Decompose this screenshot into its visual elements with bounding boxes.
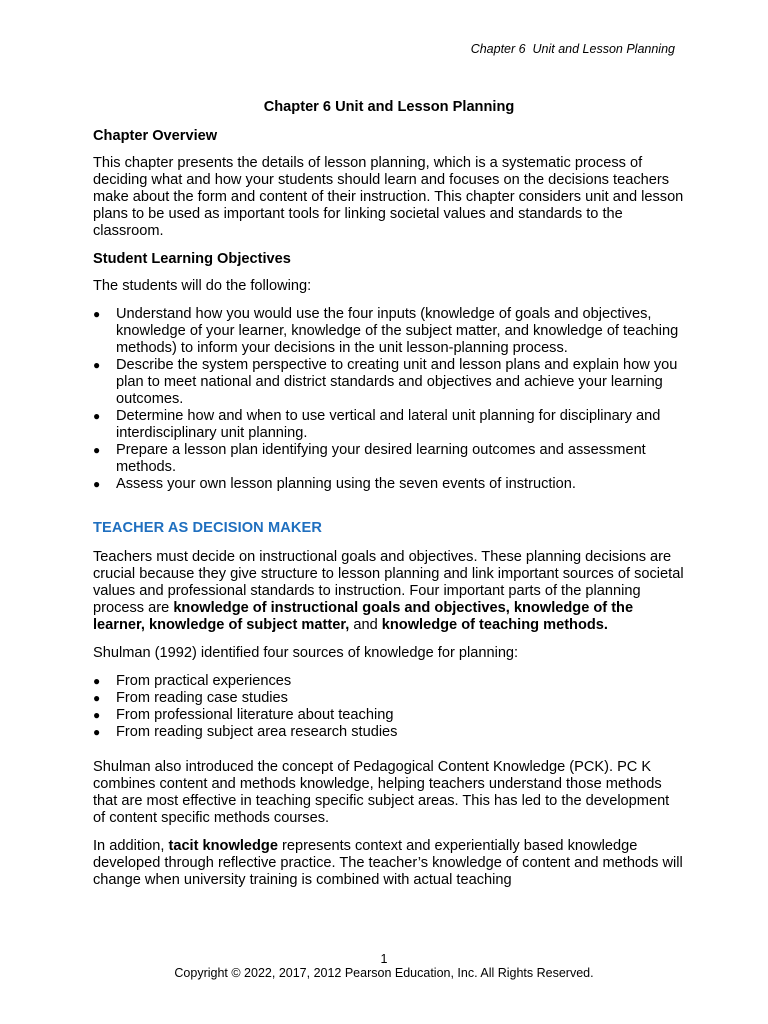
bold-text: knowledge of instructional goals and objectives, knowledge of the learner, knowledge of subject matter, — [93, 600, 634, 633]
list-item — [93, 357, 685, 408]
list-item-text: From reading case studies — [116, 690, 288, 706]
bullet-icon: ● — [93, 477, 101, 491]
bullet-icon: ● — [93, 443, 101, 457]
objectives-heading: Student Learning Objectives — [93, 251, 291, 267]
list-item — [93, 673, 685, 690]
list-item — [93, 476, 685, 493]
teacher-paragraph-2: Shulman (1992) identified four sources of knowledge for planning: — [93, 645, 519, 661]
teacher-decision-heading: TEACHER AS DECISION MAKER — [93, 520, 322, 536]
bold-text: tacit knowledge — [168, 838, 278, 854]
chapter-title: Chapter 6 Unit and Lesson Planning — [263, 99, 515, 115]
list-item — [93, 442, 685, 476]
page-content — [93, 99, 685, 900]
bullet-icon: ● — [93, 674, 101, 688]
list-item-text: Assess your own lesson planning using the seven events of instruction. — [116, 476, 576, 492]
list-item — [93, 724, 685, 741]
overview-heading: Chapter Overview — [93, 128, 218, 144]
paragraph-text: represents context and experientially based knowledge developed through reflective practice. The teacher’s knowledge of content and methods will change when university training is combined with actual teaching — [93, 838, 683, 888]
list-item — [93, 707, 685, 724]
teacher-paragraph-1 — [93, 549, 685, 634]
list-item — [93, 408, 685, 442]
objectives-intro: The students will do the following: — [93, 278, 312, 294]
list-item-text: From practical experiences — [116, 673, 292, 689]
running-head: Chapter 6 Unit and Lesson Planning — [470, 42, 675, 56]
bullet-icon: ● — [93, 725, 101, 739]
copyright-notice: Copyright © 2022, 2017, 2012 Pearson Education, Inc. All Rights Reserved. — [174, 966, 594, 980]
list-item-text: From professional literature about teaching — [116, 707, 394, 723]
list-item-text: From reading subject area research studies — [116, 724, 398, 740]
paragraph-text: Teachers must decide on instructional goals and objectives. These planning decisions are crucial because they give structure to lesson planning and link important sources of societal values and professional standards to instruction. Four important parts of the planning process are — [93, 549, 684, 616]
list-item-text: Determine how and when to use vertical and lateral unit planning for disciplinary and interdisciplinary unit planning. — [116, 408, 661, 441]
bullet-icon: ● — [93, 358, 101, 372]
list-item-text: Understand how you would use the four inputs (knowledge of goals and objectives, knowledge of your learner, knowledge of the subject matter, and knowledge of teaching methods) to inform your decisions in the unit lesson-planning process. — [116, 306, 679, 356]
paragraph-text: and — [349, 617, 382, 633]
list-item-text: Prepare a lesson plan identifying your desired learning outcomes and assessment methods. — [116, 442, 646, 475]
objectives-list — [93, 306, 685, 493]
sources-list — [93, 673, 685, 741]
list-item-text: Describe the system perspective to creating unit and lesson plans and explain how you plan to meet national and district standards and objectives and achieve your learning outcomes. — [116, 357, 678, 407]
teacher-paragraph-4 — [93, 838, 685, 889]
bullet-icon: ● — [93, 409, 101, 423]
teacher-paragraph-3: Shulman also introduced the concept of Pedagogical Content Knowledge (PCK). PC K combines content and methods knowledge, helping teachers understand those methods that are most effective in teaching specific subject areas. This has led to the development of content specific methods courses. — [93, 759, 670, 826]
bullet-icon: ● — [93, 307, 101, 321]
bullet-icon: ● — [93, 691, 101, 705]
bullet-icon: ● — [93, 708, 101, 722]
bold-text: knowledge of teaching methods. — [381, 617, 608, 633]
list-item — [93, 306, 685, 357]
paragraph-text: In addition, — [93, 838, 169, 854]
page-number: 1 — [380, 952, 388, 966]
list-item — [93, 690, 685, 707]
overview-paragraph: This chapter presents the details of lesson planning, which is a systematic process of deciding what and how your students should learn and focuses on the decisions teachers make about the form and content of their instruction. This chapter considers unit and lesson plans to be used as important tools for linking societal values and standards to the classroom. — [93, 155, 684, 239]
